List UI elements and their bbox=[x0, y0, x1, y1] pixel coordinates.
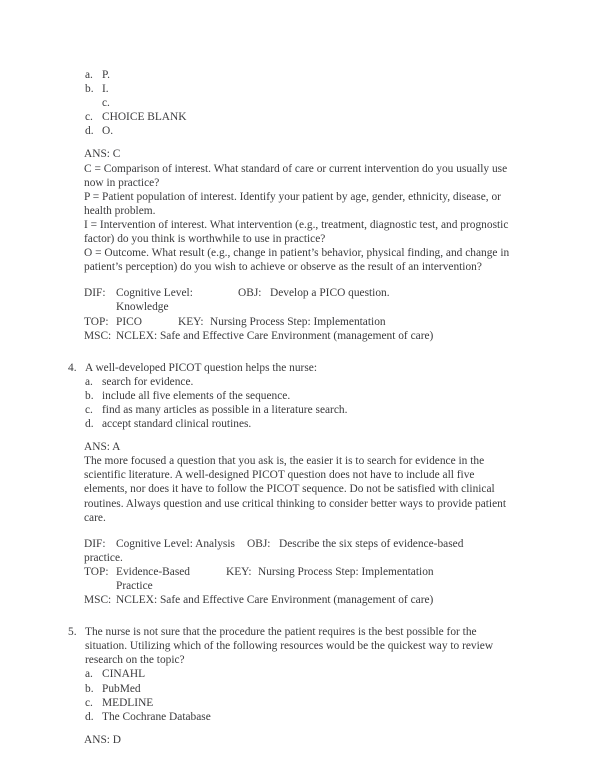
metadata-row-top-key bbox=[84, 315, 512, 329]
question-3-options bbox=[68, 68, 512, 138]
option-text: P. bbox=[102, 69, 110, 81]
question-3-answer: ANS: C bbox=[84, 148, 121, 161]
dif-value: Cognitive Level: Knowledge bbox=[116, 287, 193, 314]
question-4 bbox=[68, 361, 512, 375]
option-letter: c. bbox=[85, 403, 93, 416]
obj-value: Develop a PICO question. bbox=[270, 287, 390, 300]
option-letter: c. bbox=[85, 111, 93, 124]
option-row bbox=[68, 124, 512, 138]
option-row-orphan bbox=[68, 96, 512, 110]
option-text: find as many articles as possible in a literature search. bbox=[102, 403, 348, 416]
option-letter: c. bbox=[85, 696, 93, 709]
spacer bbox=[68, 138, 512, 147]
key-label: KEY: bbox=[226, 565, 252, 578]
key-value: Nursing Process Step: Implementation bbox=[210, 315, 386, 328]
question-stem: The nurse is not sure that the procedure the patient requires is the best possible for the situation. Utilizing which of the following resources would be the quickest way to review research on the topic? bbox=[85, 626, 494, 667]
question-4-answer: ANS: A bbox=[84, 441, 121, 454]
rationale-paragraph: I = Intervention of interest. What intervention (e.g., treatment, diagnostic test, and prognostic factor) do you think is worthwhile to use in practice? bbox=[84, 218, 509, 246]
option-letter: d. bbox=[85, 710, 94, 723]
option-text: CINAHL bbox=[102, 668, 146, 681]
question-5-answer: ANS: D bbox=[84, 733, 122, 746]
metadata-row-msc bbox=[84, 329, 512, 343]
metadata-row-dif-obj bbox=[84, 537, 512, 551]
option-letter: a. bbox=[85, 668, 93, 681]
dif-value: Cognitive Level: Analysis bbox=[116, 537, 235, 550]
rationale-paragraph: P = Patient population of interest. Identify your patient by age, gender, ethnicity, disease, or health problem. bbox=[84, 190, 501, 217]
option-text: The Cochrane Database bbox=[102, 710, 211, 723]
question-3-metadata bbox=[68, 286, 512, 342]
option-letter: b. bbox=[85, 389, 94, 402]
top-label: TOP: bbox=[84, 315, 109, 328]
key-label: KEY: bbox=[178, 315, 204, 328]
option-row bbox=[68, 82, 512, 96]
option-text: I. bbox=[102, 83, 109, 96]
question-number: 4. bbox=[68, 361, 77, 374]
top-label: TOP: bbox=[84, 565, 109, 578]
option-text: MEDLINE bbox=[102, 696, 154, 709]
option-row bbox=[68, 68, 512, 82]
spacer bbox=[68, 274, 512, 286]
spacer bbox=[68, 343, 512, 361]
option-text: PubMed bbox=[102, 682, 141, 695]
page-content bbox=[68, 68, 512, 747]
metadata-row-dif-obj bbox=[84, 286, 512, 314]
obj-value: Describe the six steps of evidence-based bbox=[279, 537, 464, 550]
key-value: Nursing Process Step: Implementation bbox=[258, 565, 434, 578]
msc-value: NCLEX: Safe and Effective Care Environment (management of care) bbox=[116, 594, 434, 607]
option-row bbox=[68, 389, 512, 403]
option-letter: b. bbox=[85, 682, 94, 695]
option-letter: a. bbox=[85, 375, 93, 388]
question-4-options bbox=[68, 375, 512, 431]
spacer bbox=[68, 724, 512, 733]
option-letter: d. bbox=[85, 418, 94, 431]
question-5 bbox=[68, 625, 512, 667]
spacer bbox=[68, 607, 512, 625]
option-text: search for evidence. bbox=[102, 375, 194, 388]
obj-value-wrap: practice. bbox=[84, 551, 123, 564]
rationale-paragraph: The more focused a question that you ask is, the easier it is to search for evidence in the scientific literature. A well-designed PICOT question does not have to include all five elements, nor does it have to follow the PICOT sequence. Do not be satisfied with clinical routines. Always question and use critical thinking to consider better ways to provide patient care. bbox=[84, 455, 506, 524]
spacer bbox=[68, 525, 512, 537]
obj-label: OBJ: bbox=[247, 537, 271, 550]
obj-label: OBJ: bbox=[238, 287, 262, 300]
msc-label: MSC: bbox=[84, 329, 112, 342]
rationale-paragraph: O = Outcome. What result (e.g., change in patient’s behavior, physical finding, and change in patient’s perception) do you wish to achieve or observe as the result of an intervention? bbox=[84, 247, 510, 274]
option-row bbox=[68, 417, 512, 431]
option-text: accept standard clinical routines. bbox=[102, 418, 252, 431]
question-number: 5. bbox=[68, 626, 77, 639]
metadata-row-top-key bbox=[84, 565, 512, 593]
option-text: c. bbox=[102, 97, 110, 110]
dif-label: DIF: bbox=[84, 537, 106, 550]
option-row bbox=[68, 682, 512, 696]
msc-label: MSC: bbox=[84, 594, 112, 607]
top-value: Evidence-Based Practice bbox=[116, 565, 191, 592]
dif-label: DIF: bbox=[84, 287, 106, 300]
option-letter: b. bbox=[85, 83, 94, 96]
option-row bbox=[68, 403, 512, 417]
question-4-metadata bbox=[68, 537, 512, 607]
rationale-paragraph: C = Comparison of interest. What standard of care or current intervention do you usually use now in practice? bbox=[84, 162, 508, 189]
option-row bbox=[68, 110, 512, 124]
top-value: PICO bbox=[116, 315, 142, 328]
option-text: O. bbox=[102, 125, 114, 138]
msc-value: NCLEX: Safe and Effective Care Environment (management of care) bbox=[116, 329, 434, 342]
question-stem: A well-developed PICOT question helps the nurse: bbox=[85, 361, 317, 374]
option-text: include all five elements of the sequence. bbox=[102, 389, 291, 402]
metadata-row-msc bbox=[84, 593, 512, 607]
spacer bbox=[68, 431, 512, 440]
option-letter: a. bbox=[85, 69, 93, 81]
option-letter: d. bbox=[85, 125, 94, 138]
option-row bbox=[68, 667, 512, 681]
question-5-options bbox=[68, 667, 512, 723]
option-row bbox=[68, 710, 512, 724]
option-row bbox=[68, 375, 512, 389]
option-row bbox=[68, 696, 512, 710]
option-text: CHOICE BLANK bbox=[102, 111, 187, 124]
